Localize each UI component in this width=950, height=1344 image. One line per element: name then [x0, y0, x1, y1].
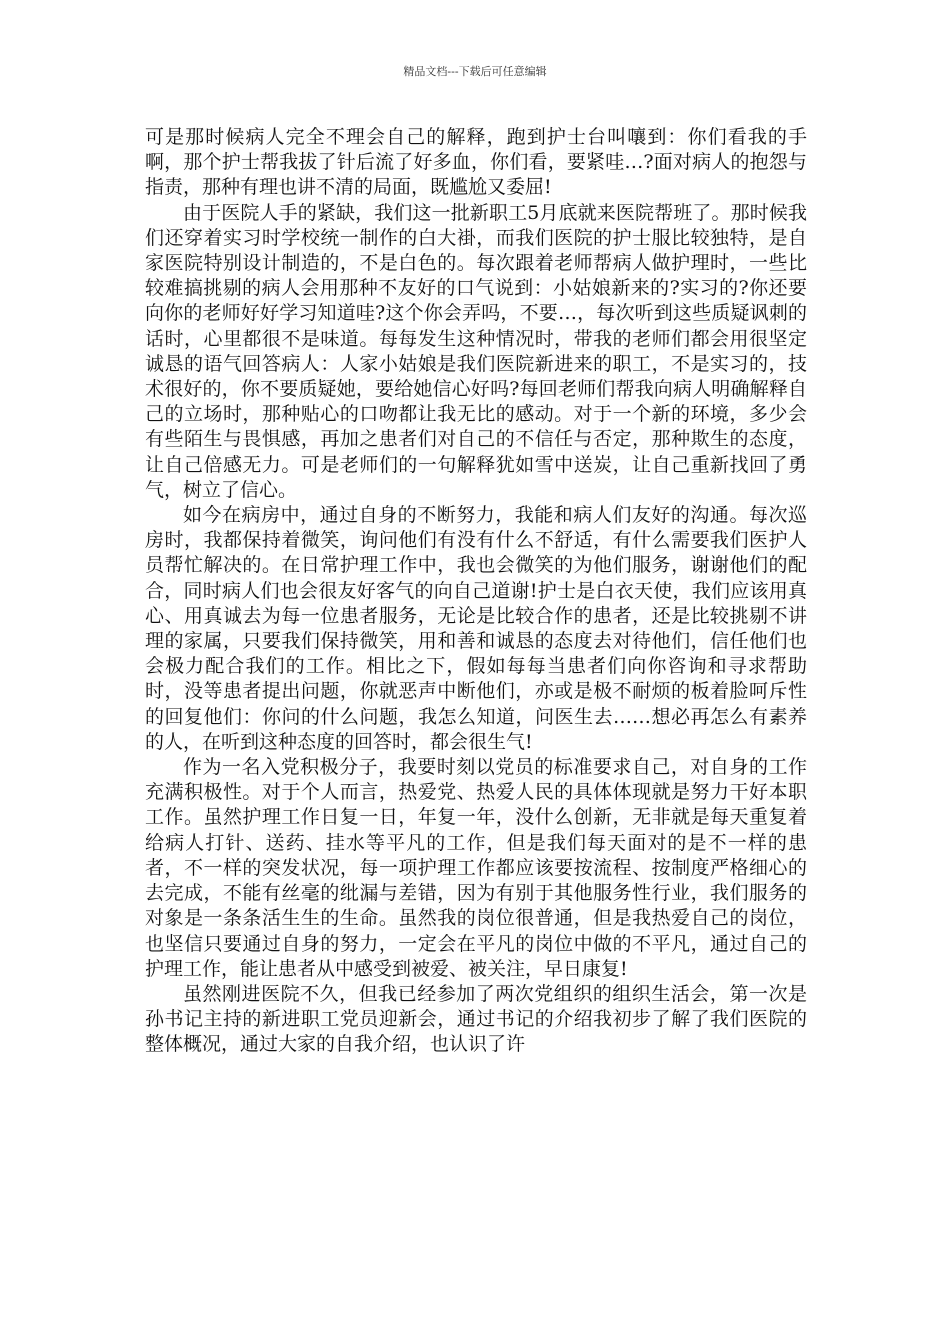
paragraph-3: 如今在病房中，通过自身的不断努力，我能和病人们友好的沟通。每次巡房时，我都保持着微笑，询问他们有没有什么不舒适，有什么需要我们医护人员帮忙解决的。在日常护理工作中，我也会微笑的为他们服务，谢谢他们的配合，同时病人们也会很友好客气的向自己道谢!护士是白衣天使，我们应该用真心、用真诚去为每一位患者服务，无论是比较合作的患者，还是比较挑剔不讲理的家属，只要我们保持微笑，用和善和诚恳的态度去对待他们，信任他们也会极力配合我们的工作。相比之下，假如每每当患者们向你咨询和寻求帮助时，没等患者提出问题，你就恶声中断他们，亦或是极不耐烦的板着脸呵斥性的回复他们：你问的什么问题，我怎么知道，问医生去……想必再怎么有素养的人，在听到这种态度的回答时，都会很生气! [145, 504, 807, 753]
page-header: 精品文档---下载后可任意编辑 [403, 65, 547, 78]
document-body [145, 125, 807, 1058]
paragraph-4: 作为一名入党积极分子，我要时刻以党员的标准要求自己，对自身的工作充满积极性。对于个人而言，热爱党、热爱人民的具体体现就是努力干好本职工作。虽然护理工作日复一日，年复一年，没什么创新，无非就是每天重复着给病人打针、送药、挂水等平凡的工作，但是我们每天面对的是不一样的患者，不一样的突发状况，每一项护理工作都应该要按流程、按制度严格细心的去完成，不能有丝毫的纰漏与差错，因为有别于其他服务性行业，我们服务的对象是一条条活生生的生命。虽然我的岗位很普通，但是我热爱自己的岗位，也坚信只要通过自身的努力，一定会在平凡的岗位中做的不平凡，通过自己的护理工作，能让患者从中感受到被爱、被关注，早日康复! [145, 756, 807, 980]
paragraph-1: 可是那时候病人完全不理会自己的解释，跑到护士台叫嚷到：你们看我的手啊，那个护士帮我拔了针后流了好多血，你们看，要紧哇…?面对病人的抱怨与指责，那种有理也讲不清的局面，既尴尬又委屈! [145, 126, 807, 199]
paragraph-2: 由于医院人手的紧缺，我们这一批新职工5月底就来医院帮班了。那时候我们还穿着实习时学校统一制作的白大褂，而我们医院的护士服比较独特，是自家医院特别设计制造的，不是白色的。每次跟着老师帮病人做护理时，一些比较难搞挑剔的病人会用那种不友好的口气说到：小姑娘新来的?实习的?你还要向你的老师好好学习知道哇?这个你会弄吗，不要…，每次听到这些质疑讽刺的话时，心里都很不是味道。每每发生这种情况时，带我的老师们都会用很坚定诚恳的语气回答病人：人家小姑娘是我们医院新进来的职工，不是实习的，技术很好的，你不要质疑她，要给她信心好吗?每回老师们帮我向病人明确解释自己的立场时，那种贴心的口吻都让我无比的感动。对于一个新的环境，多少会有些陌生与畏惧感，再加之患者们对自己的不信任与否定，那种欺生的态度，让自己倍感无力。可是老师们的一句解释犹如雪中送炭，让自己重新找回了勇气，树立了信心。 [145, 201, 807, 501]
paragraph-5: 虽然刚进医院不久，但我已经参加了两次党组织的组织生活会，第一次是孙书记主持的新进职工党员迎新会，通过书记的介绍我初步了解了我们医院的整体概况，通过大家的自我介绍，也认识了许 [145, 982, 807, 1056]
